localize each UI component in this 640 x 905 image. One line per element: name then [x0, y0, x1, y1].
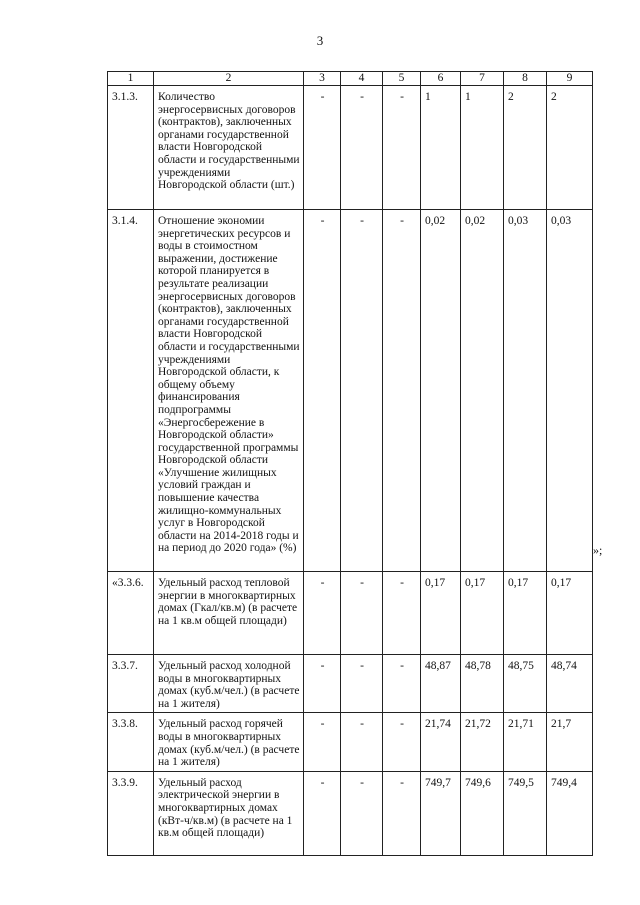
table-row — [108, 771, 593, 855]
cell-col8: 0,03 — [504, 210, 547, 572]
cell-col5: - — [383, 572, 421, 655]
column-header-1: 1 — [108, 72, 154, 86]
cell-col8: 0,17 — [504, 572, 547, 655]
cell-col4: - — [341, 572, 383, 655]
column-header-7: 7 — [461, 72, 504, 86]
cell-col9: 0,17 — [547, 572, 593, 655]
table-row — [108, 713, 593, 771]
column-header-9: 9 — [547, 72, 593, 86]
cell-col4: - — [341, 771, 383, 855]
cell-col6: 0,02 — [421, 210, 461, 572]
cell-col5: - — [383, 771, 421, 855]
column-header-2: 2 — [154, 72, 304, 86]
cell-col6: 0,17 — [421, 572, 461, 655]
cell-col5: - — [383, 210, 421, 572]
cell-col3: - — [304, 771, 341, 855]
cell-col6: 1 — [421, 86, 461, 210]
cell-col9: 749,4 — [547, 771, 593, 855]
cell-col9: 21,7 — [547, 713, 593, 771]
table-row — [108, 210, 593, 572]
row-description: Удельный расход тепловой энергии в многоквартирных домах (Гкал/кв.м) (в расчете на 1 кв.м общей площади) — [154, 572, 304, 655]
cell-col4: - — [341, 655, 383, 713]
row-number: 3.3.9. — [108, 771, 154, 855]
header-row — [108, 72, 593, 86]
cell-col4: - — [341, 210, 383, 572]
indicator-table — [107, 71, 593, 856]
cell-col9: 48,74 — [547, 655, 593, 713]
page-number: 3 — [316, 33, 324, 48]
row-description: Удельный расход горячей воды в многоквартирных домах (куб.м/чел.) (в расчете на 1 жителя) — [154, 713, 304, 771]
cell-col7: 749,6 — [461, 771, 504, 855]
cell-col8: 48,75 — [504, 655, 547, 713]
cell-col7: 0,02 — [461, 210, 504, 572]
cell-col9: 0,03 — [547, 210, 593, 572]
cell-col7: 0,17 — [461, 572, 504, 655]
column-header-3: 3 — [304, 72, 341, 86]
row-description: Количество энергосервисных договоров (контрактов), заключенных органами государственной власти Новгородской области и государственными учреждениями Новгородской области (шт.) — [154, 86, 304, 210]
table-row — [108, 572, 593, 655]
row-number: 3.3.7. — [108, 655, 154, 713]
row-description: Удельный расход электрической энергии в многоквартирных домах (кВт-ч/кв.м) (в расчете на 1 кв.м общей площади) — [154, 771, 304, 855]
closing-quote-mark: »; — [593, 543, 603, 557]
row-number: 3.3.8. — [108, 713, 154, 771]
cell-col8: 749,5 — [504, 771, 547, 855]
cell-col3: - — [304, 655, 341, 713]
cell-col7: 1 — [461, 86, 504, 210]
cell-col3: - — [304, 210, 341, 572]
column-header-6: 6 — [421, 72, 461, 86]
cell-col6: 749,7 — [421, 771, 461, 855]
cell-col4: - — [341, 713, 383, 771]
row-description: Удельный расход холодной воды в многоквартирных домах (куб.м/чел.) (в расчете на 1 жителя) — [154, 655, 304, 713]
cell-col3: - — [304, 713, 341, 771]
cell-col3: - — [304, 86, 341, 210]
table-row — [108, 86, 593, 210]
cell-col8: 21,71 — [504, 713, 547, 771]
cell-col5: - — [383, 86, 421, 210]
row-number: 3.1.3. — [108, 86, 154, 210]
cell-col7: 48,78 — [461, 655, 504, 713]
cell-col9: 2 — [547, 86, 593, 210]
cell-col5: - — [383, 655, 421, 713]
row-number: «3.3.6. — [108, 572, 154, 655]
cell-col7: 21,72 — [461, 713, 504, 771]
cell-col6: 21,74 — [421, 713, 461, 771]
column-header-4: 4 — [341, 72, 383, 86]
cell-col8: 2 — [504, 86, 547, 210]
cell-col5: - — [383, 713, 421, 771]
table-row — [108, 655, 593, 713]
cell-col4: - — [341, 86, 383, 210]
column-header-5: 5 — [383, 72, 421, 86]
row-description: Отношение экономии энергетических ресурсов и воды в стоимостном выражении, достижение которой планируется в результате реализации энергосервисных договоров (контрактов), заключенных органами государственной власти Новгородской области и государственными учреждениями Новгородской области, к общему объему финансирования подпрограммы «Энергосбережение в Новгородской области» государственной программы Новгородской области «Улучшение жилищных условий граждан и повышение качества жилищно-коммунальных услуг в Новгородской области на 2014-2018 годы и на период до 2020 года» (%) — [154, 210, 304, 572]
cell-col3: - — [304, 572, 341, 655]
row-number: 3.1.4. — [108, 210, 154, 572]
cell-col6: 48,87 — [421, 655, 461, 713]
column-header-8: 8 — [504, 72, 547, 86]
